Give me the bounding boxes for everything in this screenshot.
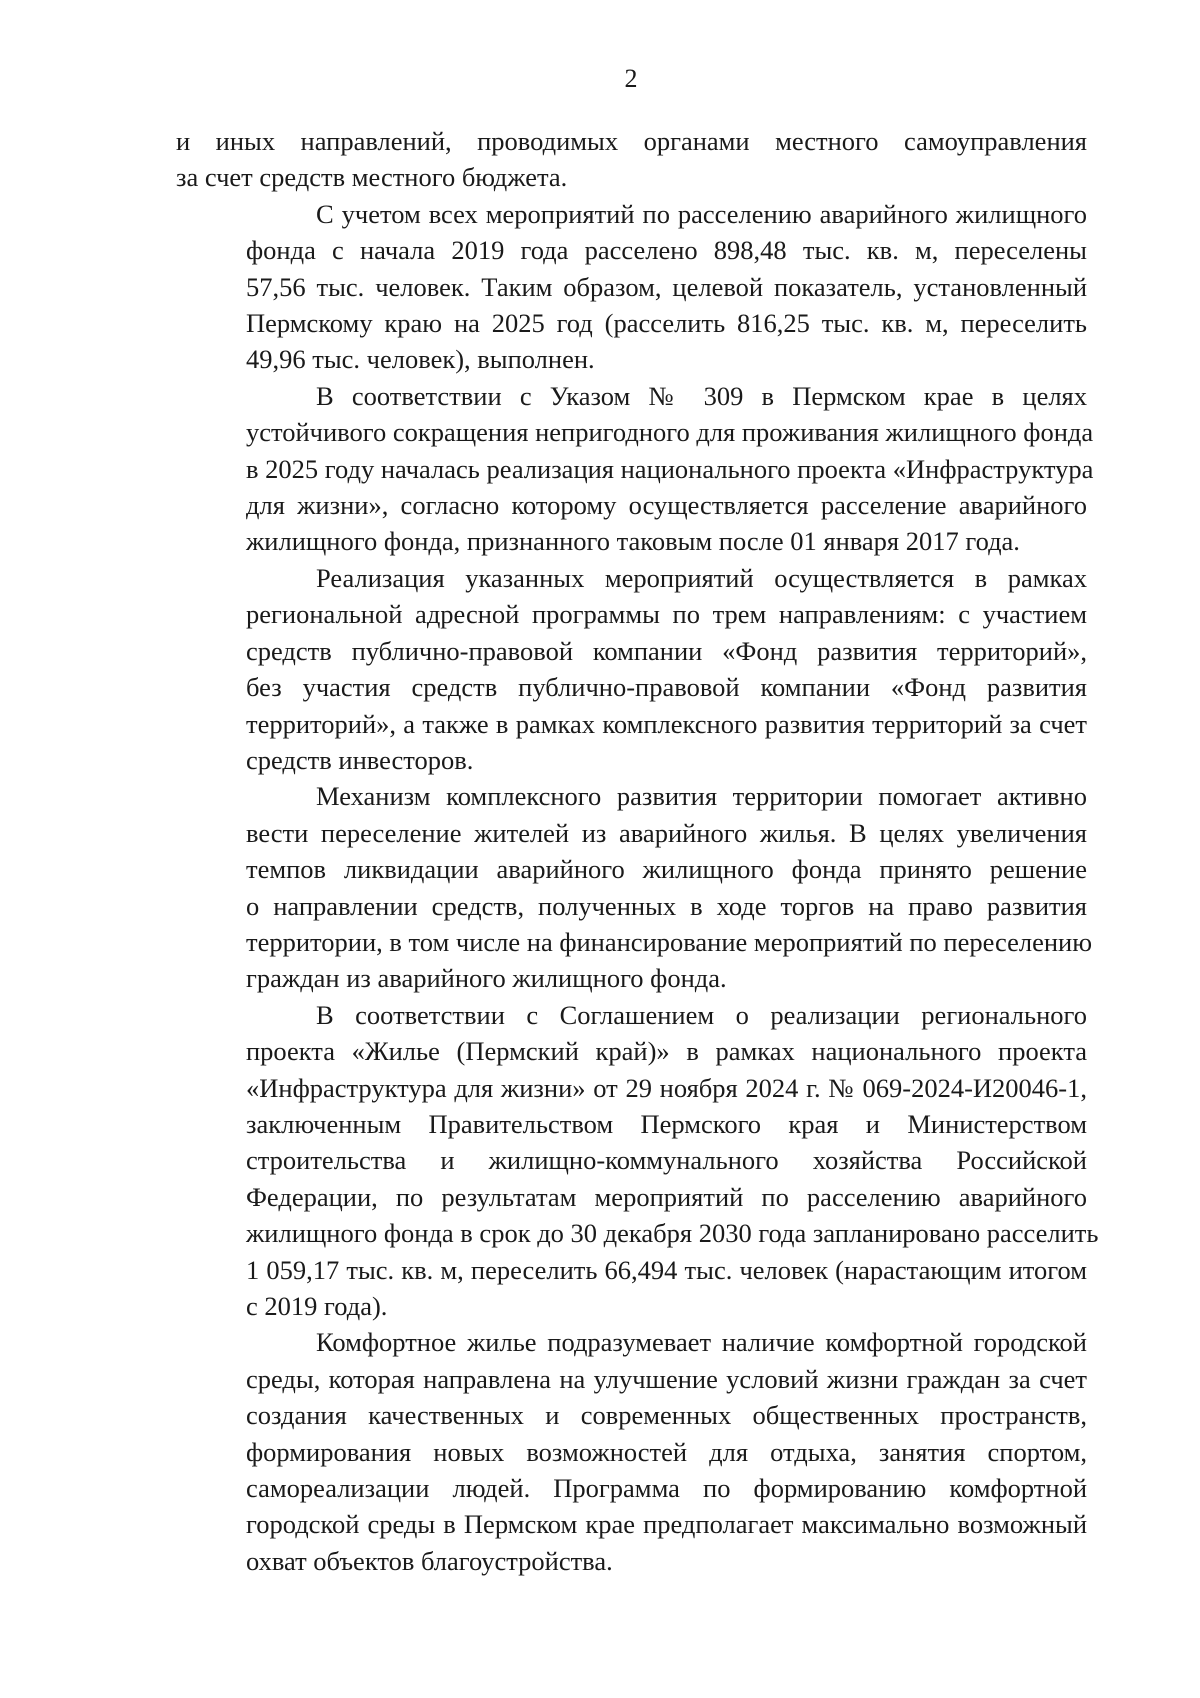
- text-line: Пермскому краю на 2025 год (расселить 816,25 тыс. кв. м, переселить: [246, 308, 1087, 339]
- text-line: средств публично-правовой компании «Фонд развития территорий»,: [246, 635, 1087, 666]
- text-line: Механизм комплексного развития территории помогает активно: [316, 781, 1087, 812]
- text-line: территорий», а также в рамках комплексного развития территорий за счет: [246, 708, 1087, 739]
- text-line: Федерации, по результатам мероприятий по расселению аварийного: [246, 1181, 1087, 1212]
- text-line: городской среды в Пермском крае предполагает максимально возможный: [246, 1509, 1087, 1540]
- text-line: заключенным Правительством Пермского края и Министерством: [246, 1108, 1087, 1139]
- text-line: устойчивого сокращения непригодного для проживания жилищного фонда: [246, 417, 1094, 448]
- text-line: охват объектов благоустройства.: [246, 1545, 613, 1576]
- text-line: самореализации людей. Программа по формированию комфортной: [246, 1473, 1087, 1504]
- text-line: формирования новых возможностей для отдыха, занятия спортом,: [246, 1436, 1087, 1467]
- text-line: с 2019 года).: [246, 1291, 388, 1321]
- text-line: создания качественных и современных общественных пространств,: [246, 1400, 1087, 1431]
- text-line: Реализация указанных мероприятий осуществляется в рамках: [316, 562, 1087, 593]
- text-line: среды, которая направлена на улучшение условий жизни граждан за счет: [246, 1363, 1087, 1394]
- text-line: региональной адресной программы по трем направлениям: с участием: [246, 599, 1087, 630]
- text-line: 57,56 тыс. человек. Таким образом, целевой показатель, установленный: [246, 271, 1087, 302]
- page-number: 2: [624, 64, 638, 93]
- text-line: для жизни», согласно которому осуществляется расселение аварийного: [246, 490, 1087, 521]
- text-line: в 2025 году началась реализация национального проекта «Инфраструктура: [246, 453, 1094, 484]
- text-line: граждан из аварийного жилищного фонда.: [246, 963, 727, 994]
- text-line: о направлении средств, полученных в ходе торгов на право развития: [246, 890, 1087, 921]
- text-line: 49,96 тыс. человек), выполнен.: [246, 344, 595, 375]
- text-line: без участия средств публично-правовой компании «Фонд развития: [246, 672, 1087, 703]
- text-line: строительства и жилищно-коммунального хозяйства Российской: [246, 1145, 1087, 1176]
- text-line: фонда с начала 2019 года расселено 898,48 тыс. кв. м, переселены: [246, 235, 1087, 266]
- text-line: и иных направлений, проводимых органами местного самоуправления: [176, 126, 1087, 156]
- text-line: вести переселение жителей из аварийного жилья. В целях увеличения: [246, 817, 1087, 848]
- paragraph-continuation: [176, 123, 1087, 196]
- document-body: [176, 123, 1099, 1579]
- paragraph-decree-309: [176, 378, 1094, 560]
- text-line: В соответствии с Указом № 309 в Пермском крае в целях: [316, 380, 1087, 411]
- paragraph-program-directions: [176, 560, 1087, 778]
- text-line: проекта «Жилье (Пермский край)» в рамках национального проекта: [246, 1036, 1087, 1067]
- text-line: территории, в том числе на финансирование мероприятий по переселению: [246, 926, 1092, 957]
- text-line: 1 059,17 тыс. кв. м, переселить 66,494 тыс. человек (нарастающим итогом: [246, 1254, 1087, 1285]
- paragraph-agreement: [176, 997, 1099, 1325]
- text-line: темпов ликвидации аварийного жилищного фонда принято решение: [246, 854, 1087, 885]
- paragraph-complex-development: [176, 778, 1092, 996]
- text-line: жилищного фонда, признанного таковым после 01 января 2017 года.: [246, 526, 1020, 557]
- text-line: С учетом всех мероприятий по расселению аварийного жилищного: [316, 198, 1087, 229]
- text-line: «Инфраструктура для жизни» от 29 ноября 2024 г. № 069-2024-И20046-1,: [246, 1072, 1087, 1103]
- text-line: за счет средств местного бюджета.: [176, 162, 568, 193]
- text-line: жилищного фонда в срок до 30 декабря 2030 года запланировано расселить: [246, 1218, 1099, 1249]
- text-line: В соответствии с Соглашением о реализации регионального: [316, 999, 1087, 1030]
- paragraph-resettlement-since-2019: [176, 196, 1087, 378]
- text-line: средств инвесторов.: [246, 744, 474, 775]
- paragraph-comfortable-environment: [176, 1324, 1087, 1579]
- text-line: Комфортное жилье подразумевает наличие комфортной городской: [316, 1327, 1087, 1358]
